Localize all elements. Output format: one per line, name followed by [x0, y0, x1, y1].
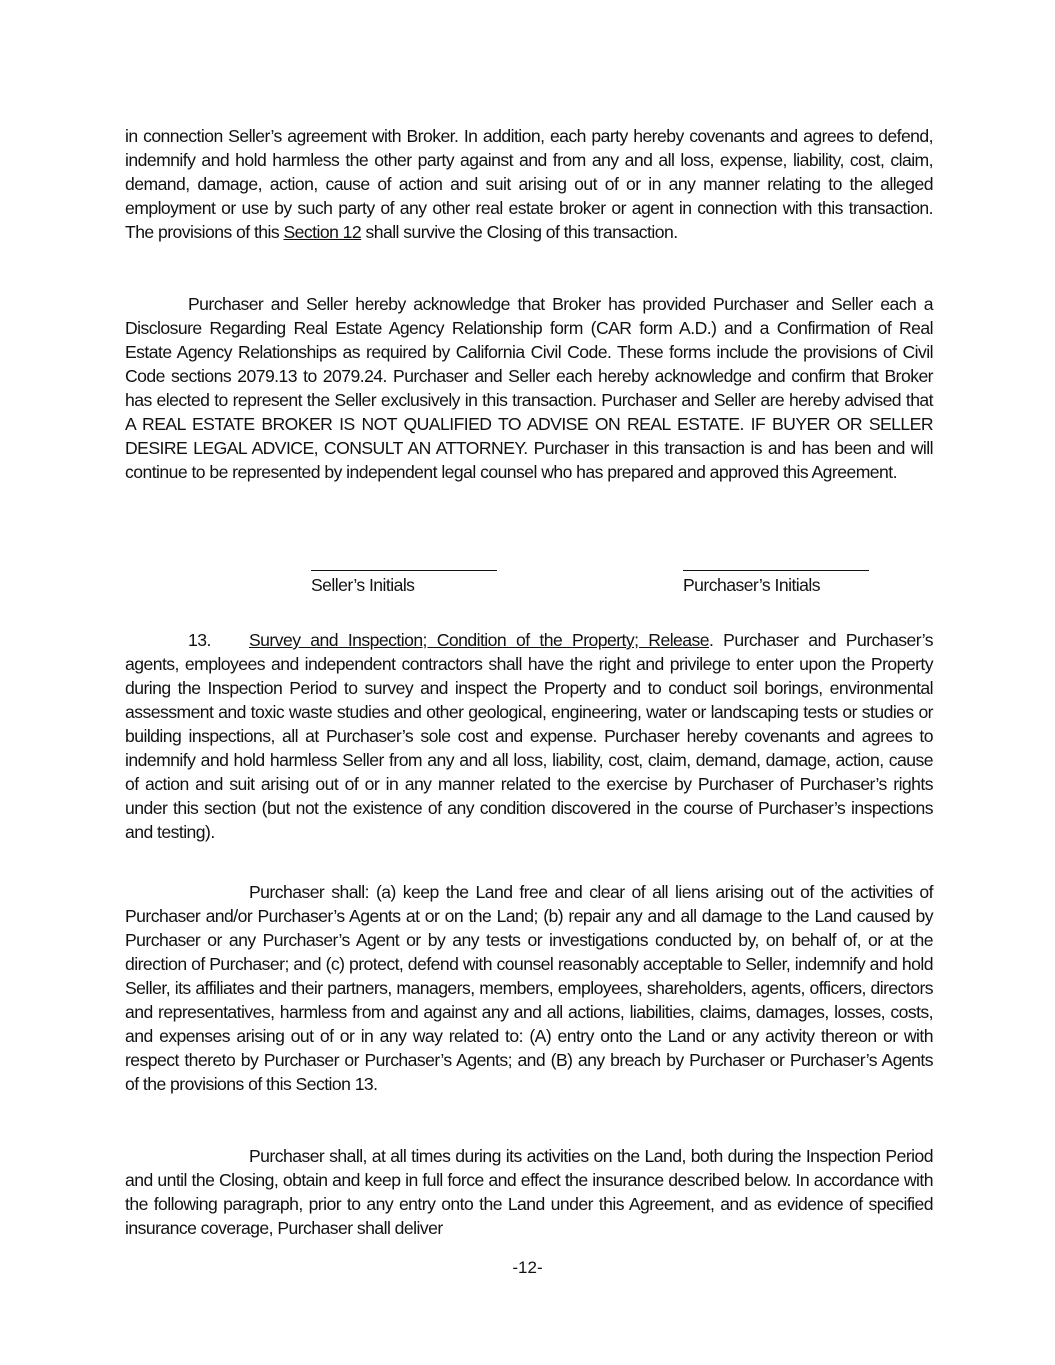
- purchaser-initials-label: Purchaser’s Initials: [683, 575, 820, 595]
- purchaser-initials-block: [683, 570, 869, 596]
- seller-initials-line[interactable]: [311, 570, 497, 571]
- paragraph-insurance: Purchaser shall, at all times during its activities on the Land, both during the Inspection Period and until the Closing, obtain and keep in full force and effect the insurance described below. In accordance with the following paragraph, prior to any entry onto the Land under this Agreement, and as evidence of specified insurance coverage, Purchaser shall deliver: [125, 1146, 933, 1238]
- paragraph-purchaser-obligations: Purchaser shall: (a) keep the Land free and clear of all liens arising out of the activities of Purchaser and/or Purchaser’s Agents at or on the Land; (b) repair any and all damage to the Land caused by Purchaser or any Purchaser’s Agent or by any tests or investigations conducted by, on behalf of, or at the direction of Purchaser; and (c) protect, defend with counsel reasonably acceptable to Seller, indemnify and hold Seller, its affiliates and their partners, managers, members, employees, shareholders, agents, officers, directors and representatives, harmless from and against any and all actions, liabilities, claims, damages, losses, costs, and expenses arising out of or in any way related to: (A) entry onto the Land or any activity thereon or with respect thereto by Purchaser or Purchaser’s Agents; and (B) any breach by Purchaser or Purchaser’s Agents of the provisions of this Section 13.: [125, 882, 933, 1094]
- purchaser-initials-line[interactable]: [683, 570, 869, 571]
- section-number: 13.: [188, 630, 211, 650]
- page-number: -12-: [512, 1258, 543, 1277]
- section-body: . Purchaser and Purchaser’s agents, employees and independent contractors shall have the right and privilege to enter upon the Property during the Inspection Period to survey and inspect the Property and to conduct soil borings, environmental assessment and toxic waste studies and other geological, engineering, water or landscaping tests or studies or building inspections, all at Purchaser’s sole cost and expense. Purchaser hereby covenants and agrees to indemnify and hold harmless Seller from any and all loss, liability, cost, claim, demand, damage, action, cause of action and suit arising out of or in any manner related to the exercise by Purchaser of Purchaser’s rights under this section (but not the existence of any condition discovered in the course of Purchaser’s inspections and testing).: [125, 630, 933, 842]
- section-12-reference: Section 12: [283, 222, 362, 242]
- seller-initials-label: Seller’s Initials: [311, 575, 415, 595]
- paragraph-text: in connection Seller’s agreement with Broker. In addition, each party hereby covenants and agrees to defend, indemnify and hold harmless the other party against and from any and all loss, expense, liability, cost, claim, demand, damage, action, cause of action and suit arising out of or in any manner relating to the alleged employment or use by such party of any other real estate broker or agent in connection with this transaction. The provisions of this: [125, 126, 933, 242]
- section-13-survey-inspection: [125, 628, 933, 844]
- seller-initials-block: [311, 570, 497, 596]
- section-heading: Survey and Inspection; Condition of the Property; Release: [249, 630, 709, 650]
- paragraph-broker-indemnity: [125, 124, 933, 244]
- paragraph-text: shall survive the Closing of this transaction.: [361, 222, 678, 242]
- paragraph-agency-disclosure: Purchaser and Seller hereby acknowledge that Broker has provided Purchaser and Seller each a Disclosure Regarding Real Estate Agency Relationship form (CAR form A.D.) and a Confirmation of Real Estate Agency Relationships as required by California Civil Code. These forms include the provisions of Civil Code sections 2079.13 to 2079.24. Purchaser and Seller each hereby acknowledge and confirm that Broker has elected to represent the Seller exclusively in this transaction. Purchaser and Seller are hereby advised that A REAL ESTATE BROKER IS NOT QUALIFIED TO ADVISE ON REAL ESTATE. IF BUYER OR SELLER DESIRE LEGAL ADVICE, CONSULT AN ATTORNEY. Purchaser in this transaction is and has been and will continue to be represented by independent legal counsel who has prepared and approved this Agreement.: [125, 294, 933, 482]
